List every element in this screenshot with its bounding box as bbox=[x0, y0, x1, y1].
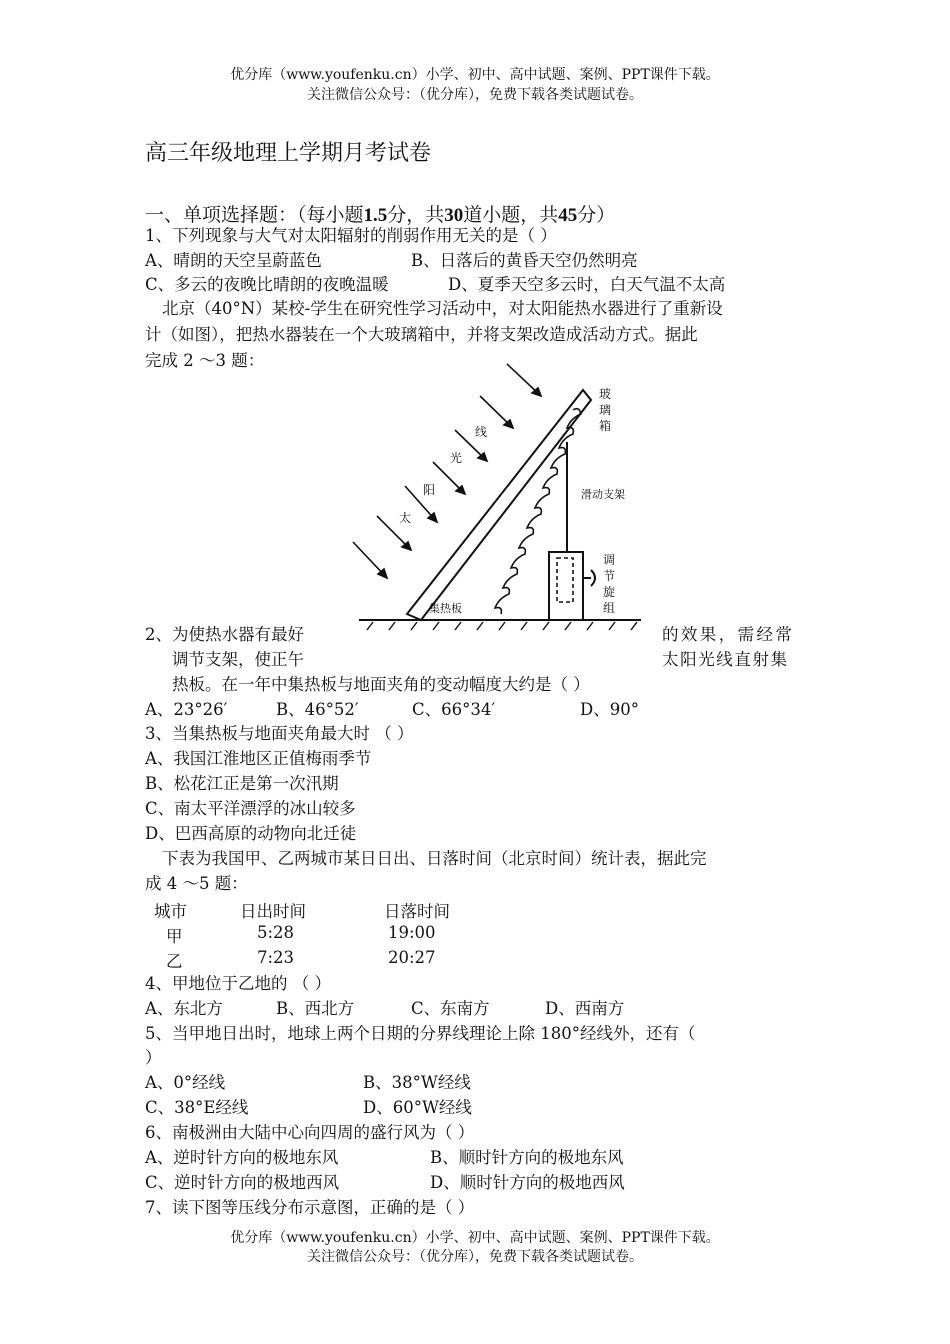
intro-2-3-line-3: 完成 2 ～3 题： bbox=[145, 351, 265, 370]
q2-line-2a: 调节支架，使正午 bbox=[172, 650, 304, 669]
q1-stem: 1、下列现象与大气对太阳辐射的削弱作用无关的是（ ） bbox=[145, 226, 557, 245]
label-sun-4: 线 bbox=[475, 425, 488, 439]
q5-option-a: A、0°经线 bbox=[145, 1073, 226, 1092]
q2-option-c: C、66°34′ bbox=[412, 700, 496, 719]
q2-line-2b: 太阳光线直射集 bbox=[662, 650, 789, 669]
adjust-box bbox=[549, 552, 583, 620]
q4-option-b: B、西北方 bbox=[276, 999, 355, 1018]
sun-ray-arrows bbox=[353, 364, 541, 578]
page-title: 高三年级地理上学期月考试卷 bbox=[145, 141, 432, 166]
q1-option-b: B、日落后的黄昏天空仍然明亮 bbox=[411, 251, 638, 270]
solar-heater-figure bbox=[345, 358, 645, 648]
q6-option-c: C、逆时针方向的极地西风 bbox=[145, 1173, 340, 1192]
adjust-knob bbox=[583, 570, 595, 586]
q1-option-d: D、夏季天空多云时，白天气温不太高 bbox=[448, 275, 726, 294]
q5-option-d: D、60°W经线 bbox=[363, 1098, 472, 1117]
intro-2-3-line-2: 计（如图），把热水器装在一个大玻璃箱中，并将支架改造成活动方式。据此 bbox=[145, 325, 698, 344]
q6-option-a: A、逆时针方向的极地东风 bbox=[145, 1148, 339, 1167]
label-sun-1: 太 bbox=[399, 511, 412, 525]
intro-4-5-line-2: 成 4 ～5 题： bbox=[145, 874, 248, 893]
table-cell: 7:23 bbox=[257, 948, 295, 967]
table-cell: 甲 bbox=[166, 927, 183, 946]
label-sun-3: 光 bbox=[450, 451, 463, 465]
section-heading: 一、单项选择题：（每小题1.5分，共30道小题，共45分） bbox=[145, 204, 616, 226]
label-knob-2: 节 bbox=[603, 569, 616, 583]
q2-option-a: A、23°26′ bbox=[145, 700, 228, 719]
glass-box bbox=[407, 390, 591, 620]
label-glass-3: 箱 bbox=[599, 419, 612, 433]
q6-option-d: D、顺时针方向的极地西风 bbox=[430, 1173, 625, 1192]
label-collector-panel: 集热板 bbox=[429, 602, 462, 615]
header-line-2: 关注微信公众号：（优分库），免费下载各类试题试卷。 bbox=[307, 87, 643, 103]
collector-panel bbox=[495, 409, 581, 614]
ground-hatch bbox=[367, 622, 637, 630]
label-glass-2: 璃 bbox=[599, 403, 612, 417]
q4-option-c: C、东南方 bbox=[411, 999, 490, 1018]
label-glass-1: 玻 bbox=[599, 387, 612, 401]
table-cell: 20:27 bbox=[388, 948, 436, 967]
q4-stem: 4、甲地位于乙地的 （ ） bbox=[145, 974, 331, 993]
q3-option-b: B、松花江正是第一次汛期 bbox=[145, 774, 339, 793]
label-knob-1: 调 bbox=[603, 553, 616, 567]
q5-option-b: B、38°W经线 bbox=[363, 1073, 471, 1092]
table-cell: 乙 bbox=[166, 952, 183, 971]
intro-2-3-line-1: 北京（40°N）某校-学生在研究性学习活动中，对太阳能热水器进行了重新设 bbox=[162, 299, 723, 318]
q5-option-c: C、38°E经线 bbox=[145, 1098, 249, 1117]
header-line-1: 优分库（www.youfenku.cn）小学、初中、高中试题、案例、PPT课件下载。 bbox=[230, 67, 720, 83]
q7-stem: 7、读下图等压线分布示意图，正确的是（ ） bbox=[145, 1198, 475, 1217]
label-knob-4: 组 bbox=[603, 601, 616, 615]
q5-line-1: 5、当甲地日出时，地球上两个日期的分界线理论上除 180°经线外，还有（ bbox=[145, 1024, 696, 1043]
q1-option-a: A、晴朗的天空呈蔚蓝色 bbox=[145, 251, 322, 270]
q6-option-b: B、顺时针方向的极地东风 bbox=[430, 1148, 624, 1167]
intro-4-5-line-1: 下表为我国甲、乙两城市某日日出、日落时间（北京时间）统计表，据此完 bbox=[162, 849, 707, 868]
q2-option-d: D、90° bbox=[580, 700, 639, 719]
table-cell: 19:00 bbox=[388, 923, 436, 942]
label-sliding-support: 滑动支架 bbox=[581, 488, 625, 501]
q3-option-c: C、南太平洋漂浮的冰山较多 bbox=[145, 799, 356, 818]
table-header-sunset: 日落时间 bbox=[384, 902, 450, 921]
q4-option-a: A、东北方 bbox=[145, 999, 223, 1018]
q2-line-1b: 的效果，需经常 bbox=[662, 625, 795, 644]
q1-option-c: C、多云的夜晚比晴朗的夜晚温暖 bbox=[145, 275, 389, 294]
label-knob-3: 旋 bbox=[603, 585, 616, 599]
q2-line-1a: 2、为使热水器有最好 bbox=[145, 625, 304, 644]
footer-line-1: 优分库（www.youfenku.cn）小学、初中、高中试题、案例、PPT课件下载。 bbox=[230, 1230, 720, 1246]
footer-line-2: 关注微信公众号：（优分库），免费下载各类试题试卷。 bbox=[307, 1249, 643, 1265]
label-sun-2: 阳 bbox=[423, 483, 436, 497]
q3-stem: 3、当集热板与地面夹角最大时 （ ） bbox=[145, 724, 414, 743]
q2-line-3: 热板。在一年中集热板与地面夹角的变动幅度大约是（ ） bbox=[172, 675, 590, 694]
table-header-city: 城市 bbox=[154, 902, 187, 921]
q3-option-d: D、巴西高原的动物向北迁徒 bbox=[145, 824, 357, 843]
q6-stem: 6、南极洲由大陆中心向四周的盛行风为（ ） bbox=[145, 1123, 475, 1142]
q3-option-a: A、我国江淮地区正值梅雨季节 bbox=[145, 749, 372, 768]
q4-option-d: D、西南方 bbox=[545, 999, 625, 1018]
q5-line-2: ） bbox=[145, 1048, 162, 1067]
table-cell: 5:28 bbox=[257, 923, 295, 942]
table-header-sunrise: 日出时间 bbox=[240, 902, 306, 921]
q2-option-b: B、46°52′ bbox=[276, 700, 359, 719]
